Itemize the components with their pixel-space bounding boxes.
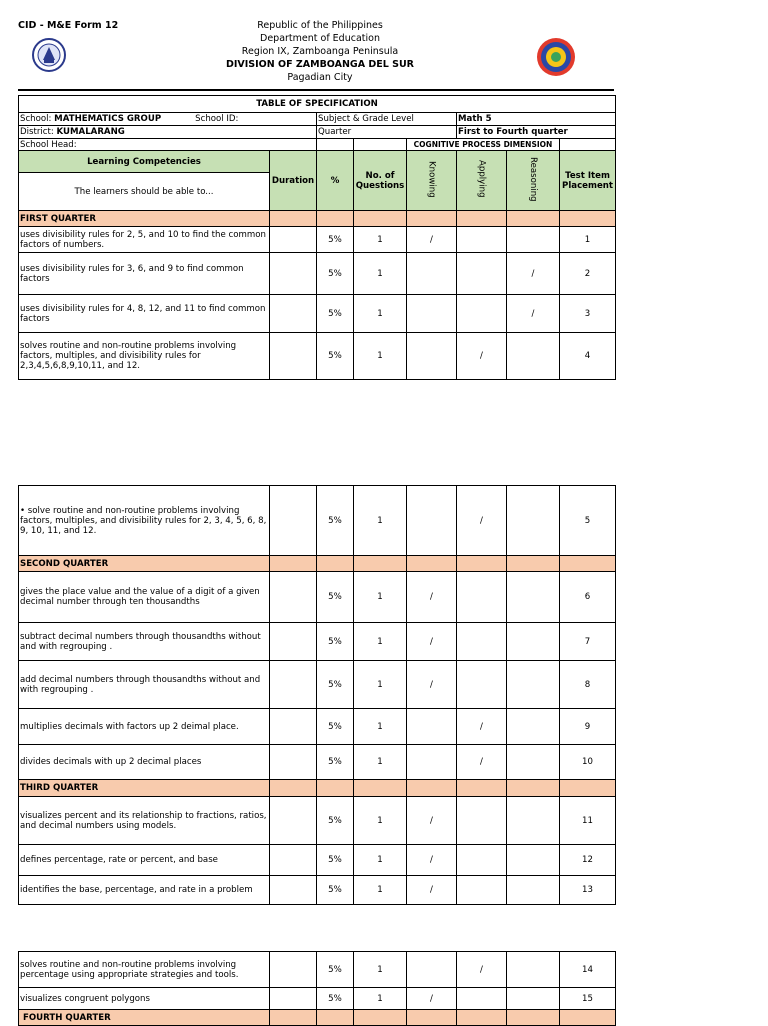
- col-reasoning: Reasoning: [507, 151, 560, 211]
- region-line: Region IX, Zamboanga Peninsula: [241, 46, 399, 57]
- table-row: solves routine and non-routine problems involving factors, multiples, and divisibility rules for 2,3,4,5,6,8,9,10,11, and 12. 5% 1 / 4: [19, 333, 616, 380]
- table-row: subtract decimal numbers through thousandths without and with regrouping . 5% 1 / 7: [19, 623, 616, 661]
- quarter-label: Quarter: [317, 126, 457, 139]
- cognitive-header: COGNITIVE PROCESS DIMENSION: [407, 139, 560, 151]
- republic-line: Republic of the Philippines: [257, 20, 383, 31]
- col-duration: Duration: [270, 151, 317, 211]
- learners-intro: The learners should be able to...: [19, 173, 270, 211]
- table-row: divides decimals with up 2 decimal places 5% 1 / 10: [19, 745, 616, 780]
- division-line: DIVISION OF ZAMBOANGA DEL SUR: [225, 59, 414, 70]
- table-row: defines percentage, rate or percent, and base 5% 1 / 12: [19, 845, 616, 876]
- district-cell: District: KUMALARANG: [19, 126, 317, 139]
- section-second-quarter: SECOND QUARTER: [19, 556, 270, 572]
- table-row: visualizes percent and its relationship to fractions, ratios, and decimal numbers using models. 5% 1 / 11: [19, 797, 616, 845]
- table-row: uses divisibility rules for 2, 5, and 10 to find the common factors of numbers. 5% 1 / 1: [19, 227, 616, 253]
- col-competencies: Learning Competencies: [19, 151, 270, 173]
- quarter-value: First to Fourth quarter: [457, 126, 616, 139]
- division-seal-icon: [536, 36, 576, 78]
- table-row: uses divisibility rules for 3, 6, and 9 to find common factors 5% 1 / 2: [19, 253, 616, 295]
- specification-table-page2: [18, 485, 616, 905]
- deped-seal-icon: [32, 36, 66, 74]
- table-row: • solve routine and non-routine problems involving factors, multiples, and divisibility rules for 2, 3, 4, 5, 6, 8, 9, 10, 11, and 12. 5% 1 / 5: [19, 486, 616, 556]
- col-num-questions: No. of Questions: [354, 151, 407, 211]
- table-title: TABLE OF SPECIFICATION: [19, 96, 616, 113]
- form-label: CID - M&E Form 12: [18, 20, 119, 31]
- subject-label: Subject & Grade Level: [317, 113, 457, 126]
- table-row: gives the place value and the value of a digit of a given decimal number through ten thousandths 5% 1 / 6: [19, 572, 616, 623]
- section-third-quarter: THIRD QUARTER: [19, 780, 270, 797]
- subject-value: Math 5: [457, 113, 616, 126]
- section-fourth-quarter: FOURTH QUARTER: [19, 1010, 270, 1026]
- table-row: solves routine and non-routine problems involving percentage using appropriate strategies and tools. 5% 1 / 14: [19, 952, 616, 988]
- table-row: identifies the base, percentage, and rate in a problem 5% 1 / 13: [19, 876, 616, 905]
- specification-table-page1: [18, 95, 616, 380]
- col-knowing: Knowing: [407, 151, 457, 211]
- city-line: Pagadian City: [287, 72, 353, 83]
- department-line: Department of Education: [260, 33, 380, 44]
- table-row: multiplies decimals with factors up 2 deimal place. 5% 1 / 9: [19, 709, 616, 745]
- table-row: visualizes congruent polygons 5% 1 / 15: [19, 988, 616, 1010]
- school-head-label: School Head:: [19, 139, 317, 151]
- agency-header: [200, 19, 440, 84]
- school-cell: School: MATHEMATICS GROUP School ID:: [19, 113, 317, 126]
- col-placement: Test Item Placement: [560, 151, 616, 211]
- section-first-quarter: FIRST QUARTER: [19, 211, 270, 227]
- col-applying: Applying: [457, 151, 507, 211]
- header-divider: [18, 89, 614, 91]
- table-row: add decimal numbers through thousandths without and with regrouping . 5% 1 / 8: [19, 661, 616, 709]
- specification-table-page3: [18, 951, 616, 1026]
- table-row: uses divisibility rules for 4, 8, 12, and 11 to find common factors 5% 1 / 3: [19, 295, 616, 333]
- col-percent: %: [317, 151, 354, 211]
